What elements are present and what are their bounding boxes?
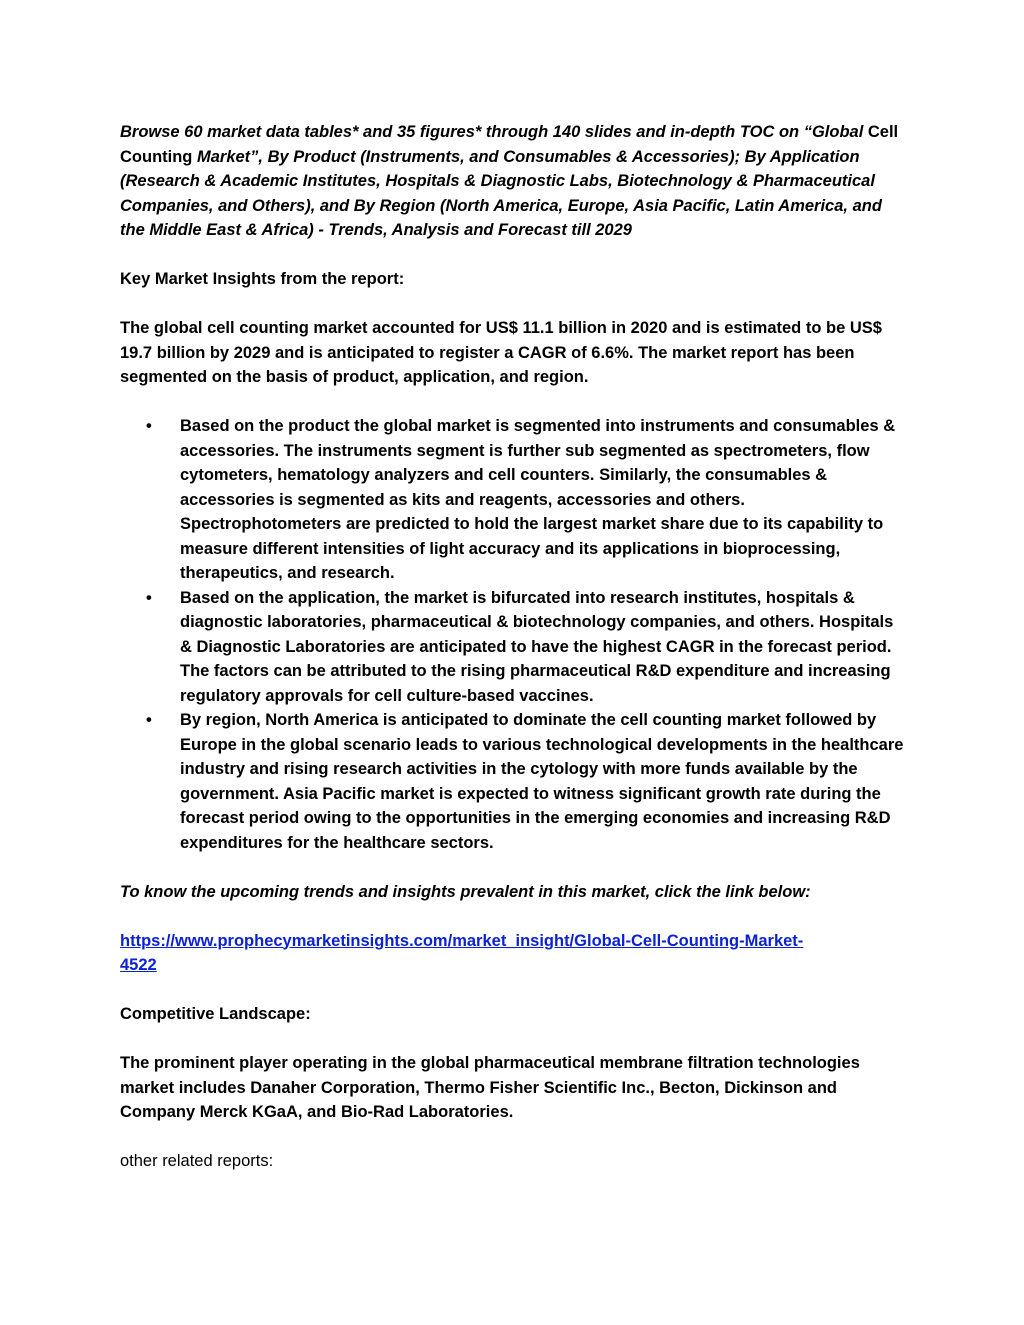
list-item xyxy=(120,708,905,855)
summary-paragraph: The global cell counting market accounted for US$ 11.1 billion in 2020 and is estimated to be US$ 19.7 billion by 2029 and is anticipated to register a CAGR of 6.6%. The market report has been segmented on the basis of product, application, and region. xyxy=(120,319,882,386)
intro-text-part3: Market”, By Product (Instruments, and Consumables & Accessories); By Application (Research & Academic Institutes, Hospitals & Diagnostic Labs, Biotechnology & Pharmaceutical Companies, and Others), and By Region (North America, Europe, Asia Pacific, Latin America, and the Middle East & Africa) - Trends, Analysis and Forecast till 2029 xyxy=(120,147,882,239)
bullet-icon: • xyxy=(146,417,152,435)
bullet-icon: • xyxy=(146,711,152,729)
competitive-heading: Competitive Landscape: xyxy=(120,1005,311,1023)
related-reports-label: other related reports: xyxy=(120,1152,274,1170)
list-item xyxy=(120,586,905,709)
report-link-paragraph xyxy=(120,929,905,978)
insights-heading: Key Market Insights from the report: xyxy=(120,270,405,288)
cta-text: To know the upcoming trends and insights prevalent in this market, click the link below: xyxy=(120,882,811,901)
report-link-line2: 4522 xyxy=(120,956,157,974)
list-item-text: By region, North America is anticipated to dominate the cell counting market followed by Europe in the global scenario leads to various technological developments in the healthcare industry and rising research activities in the cytology with more funds available by the government. Asia Pacific market is expected to witness significant growth rate during the forecast period owing to the opportunities in the emerging economies and increasing R&D expenditures for the healthcare sectors. xyxy=(180,711,904,852)
report-link[interactable] xyxy=(120,932,803,975)
document-body xyxy=(120,120,905,1198)
bullet-icon: • xyxy=(146,588,152,607)
list-item-text: Based on the product the global market is segmented into instruments and consumables & accessories. The instruments segment is further sub segmented as spectrometers, flow cytometers, hematology analyzers and cell counters. Similarly, the consumables & accessories is segmented as kits and reagents, accessories and others. Spectrophotometers are predicted to hold the largest market share due to its capability to measure different intensities of light accuracy and its applications in bioprocessing, therapeutics, and research. xyxy=(180,417,896,582)
competitive-paragraph: The prominent player operating in the global pharmaceutical membrane filtration technologies market includes Danaher Corporation, Thermo Fisher Scientific Inc., Becton, Dickinson and Company Merck KGaA, and Bio-Rad Laboratories. xyxy=(120,1054,860,1121)
intro-text-part2: Cell Counting xyxy=(120,123,899,166)
list-item xyxy=(120,414,905,586)
insights-list xyxy=(120,414,905,855)
intro-text-part1: Browse 60 market data tables* and 35 figures* through 140 slides and in-depth TOC on “Global xyxy=(120,123,868,141)
intro-paragraph xyxy=(120,120,905,243)
report-link-line1: https://www.prophecymarketinsights.com/market_insight/Global-Cell-Counting-Market- xyxy=(120,931,804,950)
list-item-text: Based on the application, the market is bifurcated into research institutes, hospitals & diagnostic laboratories, pharmaceutical & biotechnology companies, and others. Hospitals & Diagnostic Laboratories are anticipated to have the highest CAGR in the forecast period. The factors can be attributed to the rising pharmaceutical R&D expenditure and increasing regulatory approvals for cell culture-based vaccines. xyxy=(180,588,894,705)
